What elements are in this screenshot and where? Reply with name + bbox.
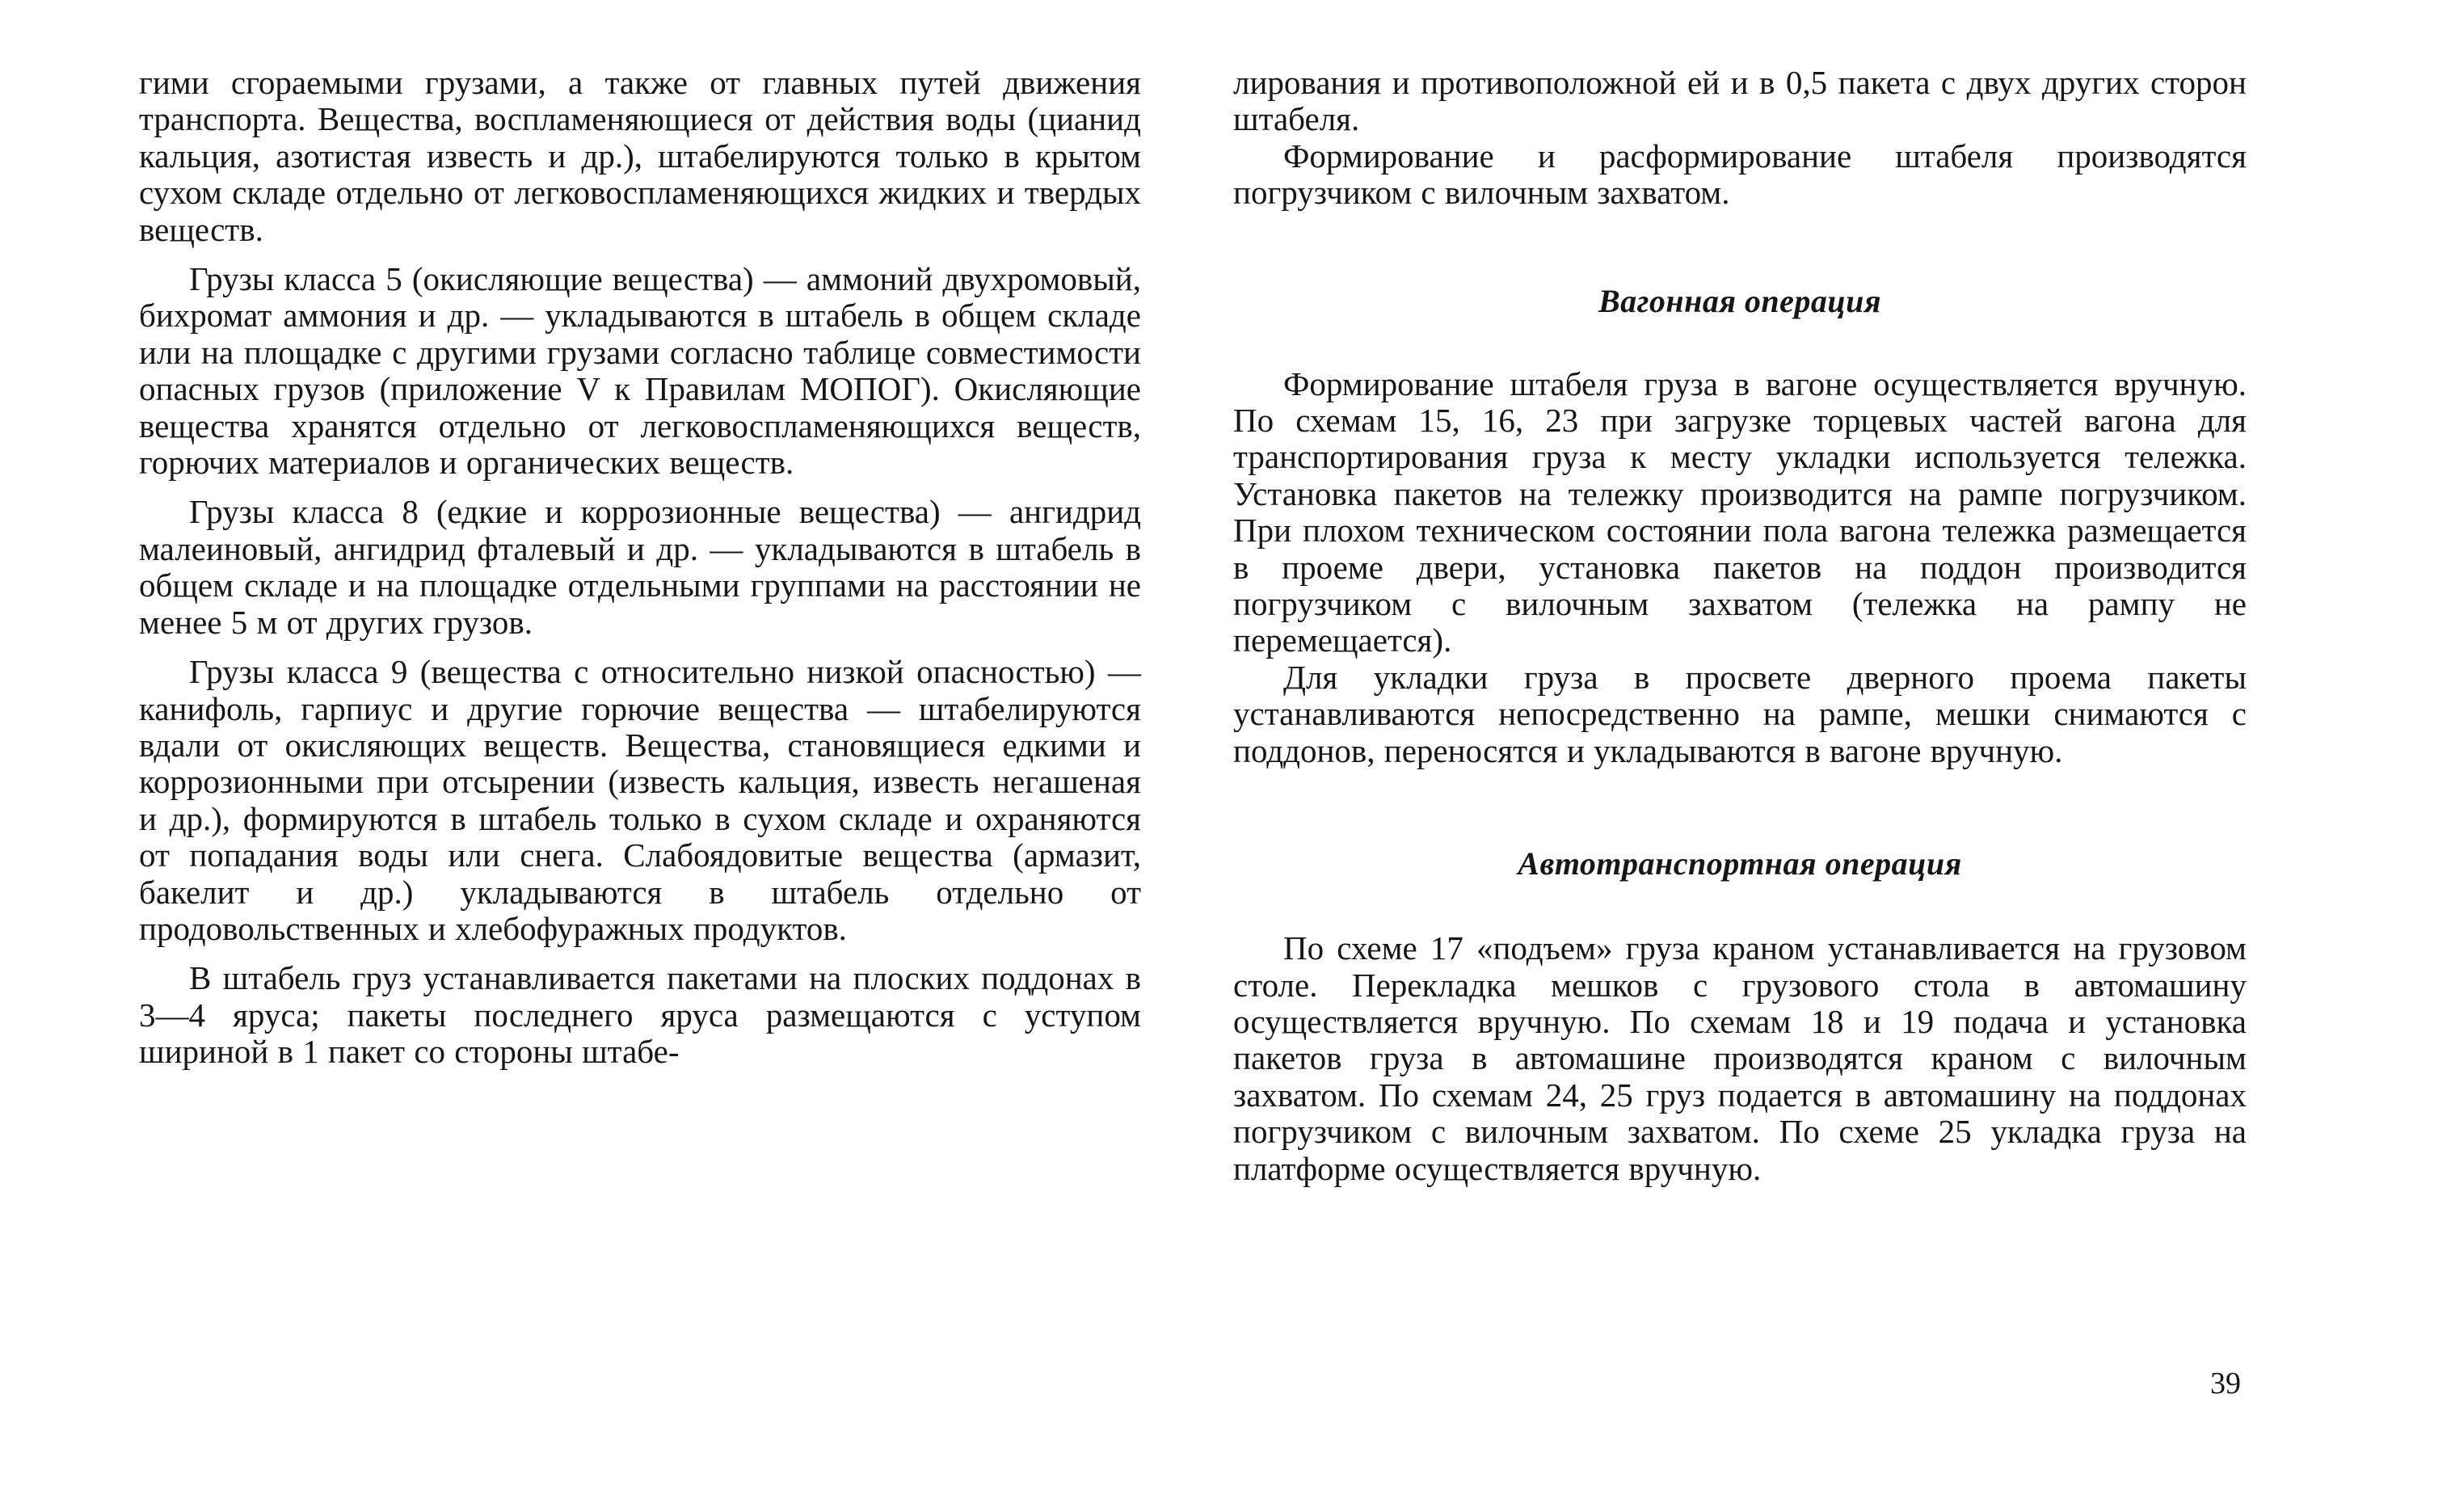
paragraph-class-5: Грузы класса 5 (окисляющие вещества) — аммоний двухромовый, бихромат аммония и др. — укладываются в штабель в общем складе или на площадке с другими грузами согласно таблице совместимости опасных грузов (приложение V к Правилам МОПОГ). Окисляющие вещества хранятся отдельно от легковоспламеняющихся веществ, горючих материалов и органических веществ. xyxy=(139,260,1141,482)
paragraph-continuation-right: лирования и противоположной ей и в 0,5 пакета с двух других сторон штабеля. xyxy=(1233,64,2247,138)
page-number: 39 xyxy=(2210,1367,2241,1400)
paragraph-wagon-door: Для укладки груза в просвете дверного проема пакеты устанавливаются непосредственно на рампе, мешки снимаются с поддонов, переносятся и укладываются в вагоне вручную. xyxy=(1233,658,2247,769)
paragraph-wagon-forming: Формирование штабеля груза в вагоне осуществляется вручную. По схемам 15, 16, 23 при загрузке торцевых частей вагона для транспортирования груза к месту укладки используется тележка. Установка пакетов на тележку производится на рампе погрузчиком. При плохом техническом состоянии пола вагона тележка размещается в проеме двери, установка пакетов на поддон производится погрузчиком с вилочным захватом (тележка на рампу не перемещается). xyxy=(1233,364,2247,659)
paragraph-class-9: Грузы класса 9 (вещества с относительно низкой опасностью) — канифоль, гарпиус и другие горючие вещества — штабелируются вдали от окисляющих веществ. Вещества, становящиеся едкими и коррозионными при отсырении (известь кальция, известь негашеная и др.), формируются в штабель только в сухом складе и охраняются от попадания воды или снега. Слабоядовитые вещества (армазит, бакелит и др.) укладываются в штабель отдельно от продовольственных и хлебофуражных продуктов. xyxy=(139,653,1141,947)
paragraph-forming: Формирование и расформирование штабеля производятся погрузчиком с вилочным захватом. xyxy=(1233,137,2247,212)
paragraph-class-8: Грузы класса 8 (едкие и коррозионные вещества) — ангидрид малеиновый, ангидрид фталевый и др. — укладываются в штабель в общем складе и на площадке отдельными группами на расстоянии не менее 5 м от других грузов. xyxy=(139,493,1141,641)
paragraph-auto: По схеме 17 «подъем» груза краном устанавливается на грузовом столе. Перекладка мешков с грузового стола в автомашину осуществляется вручную. По схемам 18 и 19 подача и установка пакетов груза в автомашине производятся краном с вилочным захватом. По схемам 24, 25 груз подается в автомашину на поддонах погрузчиком с вилочным захватом. По схеме 25 укладка груза на платформе осуществляется вручную. xyxy=(1233,929,2247,1187)
paragraph-continuation: гими сгораемыми грузами, а также от главных путей движения транспорта. Вещества, воспламеняющиеся от действия воды (цианид кальция, азотистая известь и др.), штабелируются только в крытом сухом складе отдельно от легковоспламеняющихся жидких и твердых веществ. xyxy=(139,64,1141,248)
left-column xyxy=(139,65,1141,1071)
paragraph-stacking: В штабель груз устанавливается пакетами на плоских поддонах в 3—4 яруса; пакеты последнего яруса размещаются с уступом шириной в 1 пакет со стороны штабе- xyxy=(139,959,1141,1071)
section-heading-auto: Автотранспортная операция xyxy=(1518,845,1962,882)
section-heading-wagon: Вагонная операция xyxy=(1598,282,1882,319)
right-column xyxy=(1233,65,2247,1187)
